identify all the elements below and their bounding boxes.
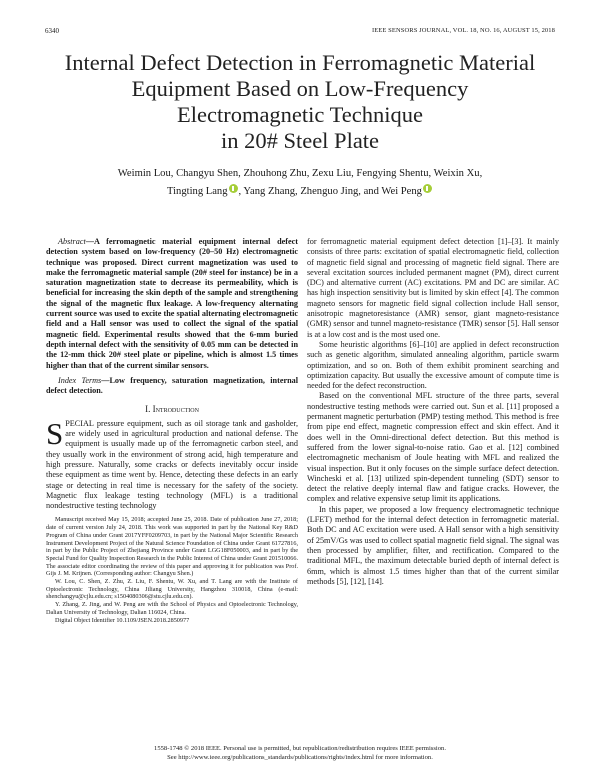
section-heading: I. Introduction <box>145 404 199 415</box>
running-head: IEEE SENSORS JOURNAL, VOL. 18, NO. 16, AUGUST 15, 2018 <box>371 27 555 34</box>
footnote: Y. Zhang, Z. Jing, and W. Peng are with the School of Physics and Optoelectronic Technology, Dalian University of Technology, Dalian 116024, China. <box>46 601 298 616</box>
drop-cap: S <box>46 415 64 451</box>
footer-line: 1558-1748 © 2018 IEEE. Personal use is permitted, but republication/redistribution requires IEEE permission. <box>154 745 446 752</box>
intro-paragraph <box>46 415 298 512</box>
body-paragraph: for ferromagnetic material equipment defect detection [1]–[3]. It mainly consists of three parts: excitation of spatial electromagnetic field, collection of magnetic field signal and processing of magnetic field signal. There are several excitation sources included permanent magnet (PM), direct current (DC) and alternative current (AC) excitations. PM and DC are similar. AC has high inspection sensitivity but is limited by skin effect [4]. The common magneto sensors for magnetic field signal collection include Hall sensor, anisotropic magnetoresistance (AMR) sensor, giant magneto-resistance (GMR) sensor and tunnel magneto-resistance (TMR) sensor [5]. Hall sensor is at a low cost and is the most used one. <box>307 237 559 339</box>
title-line: Internal Defect Detection in Ferromagnetic Material <box>64 50 536 75</box>
footer-line: See http://www.ieee.org/publications_standards/publications/rights/index.html for more information. <box>167 753 433 761</box>
footnote: W. Lou, C. Shen, Z. Zhu, Z. Liu, F. Shentu, W. Xu, and T. Lang are with the Institute of Optoelectronic Technology, China Jiliang University, Hangzhou 310018, China (e-mail: shenchangyu@cjlu.edu.cn; s1504080306@stu.cjlu.edu.cn). <box>46 578 298 601</box>
abstract-text: A ferromagnetic material equipment internal defect detection system based on low-frequency (20–50 Hz) electromagnetic technique was proposed. Direct current magnetization was used to make the ferromagnetic material sample (20# steel for instance) be in a saturation magnetization state to decrease its permeability, which is beneficial for increasing the skin depth of the sample and strengthening the signal of the magnetic flux leakage. A low-frequency alternating current source was used to excite the spatial alternating electromagnetic field and a Hall sensor was used to collect the signal of the spatial magnetic field. Experimental results showed that the 6-mm buried depth internal defect with the sensitivity of 0.05 mm can be detected in the 12-mm thick 20# steel plate or pipeline, which is almost 1.5 times higher than that of the current similar sensors. <box>46 237 298 370</box>
footnotes <box>46 515 298 624</box>
index-terms-text: Low frequency, saturation magnetization, internal defect detection. <box>46 375 299 396</box>
paper-title <box>30 50 570 154</box>
footnote: Manuscript received May 15, 2018; accepted June 25, 2018. Date of publication June 27, 2018; date of current version July 24, 2018. This work was supported in part by the National Key R&D Program of China under Grant 2017YFF0209703, in part by the National Major Scientific Research Instrument Development Project of the Natural Science Foundation of China under Grant 61727816, in part by the Public Project of Zhejiang Province under Grant LGG18F050003, and in part by the Special Fund for Quality Inspection Research in the Public Interest of China under Grant 201510066. The associate editor coordinating the review of this paper and approving it for publication was Prof. Gijs J. M. Krijnen. (Corresponding author: Changyu Shen.) <box>46 516 298 578</box>
copyright-footer <box>0 745 600 762</box>
author-names: , Yang Zhang, Zhenguo Jing, and Wei Peng <box>238 186 422 197</box>
title-line: Electromagnetic Technique <box>176 102 424 127</box>
body-paragraph: Some heuristic algorithms [6]–[10] are applied in defect reconstruction such as genetic algorithm, simulated annealing algorithm, particle swarm optimization, and so on. Both of them exhibit prominent searching and optimization capacity. But usually the excessive amount of compute time is needed for the defect reconstruction. <box>307 339 559 391</box>
author-line <box>60 183 540 201</box>
footnote: Digital Object Identifier 10.1109/JSEN.2018.2850977 <box>55 616 190 624</box>
abstract-label: Abstract <box>58 237 86 246</box>
orcid-icon[interactable] <box>423 184 432 193</box>
author-line: Weimin Lou, Changyu Shen, Zhouhong Zhu, Zexu Liu, Fengying Shentu, Weixin Xu, <box>117 168 483 179</box>
abstract: Abstract—A ferromagnetic material equipment internal defect detection system based on low-frequency (20–50 Hz) electromagnetic technique was proposed. Direct current magnetization was used to make the ferromagnetic material sample (20# steel for instance) be in a saturation magnetization state to decrease its permeability, which is beneficial for increasing the skin depth of the sample and strengthening the signal of the magnetic flux leakage. A low-frequency alternating current source was used to excite the spatial alternating electromagnetic field and a Hall sensor was used to collect the signal of the spatial magnetic field. Experimental results showed that the 6-mm buried depth internal defect with the sensitivity of 0.05 mm can be detected in the 12-mm thick 20# steel plate or pipeline, which is almost 1.5 times higher than that of the current similar sensors. <box>46 237 298 370</box>
author-name: Tingting Lang <box>167 186 228 197</box>
body-paragraph: Based on the conventional MFL structure of the three parts, several nondestructive testing methods were carried out. Sun et al. [11] proposed a permanent magnetic perturbation (PMP) testing method. This method is free from pipe end effect, magnetic compression effect and skin effect. And it does well in the Omni-directional defect detection. But this method is suffered from the lower signal-to-noise ratio. Gao et al. [12] combined electromagnetic mechanism of Joule heating with MFL and realized the visual inspection. But it only focuses on the simple surface defect detection. Wincheski et al. [13] utilized spin-dependent tunneling (SDT) sensor to detect the relative deeply internal flaw and fatigue cracks. However, the complex and relative expensive setup limit its applications. <box>307 391 559 504</box>
author-list <box>60 165 540 201</box>
index-terms-label: Index Terms <box>58 375 102 385</box>
left-column <box>46 237 298 624</box>
intro-text: pressure equipment, such as oil storage tank and gasholder, are widely used in agricultural production and national defense. The equipment is usually made up of the ferromagnetic carbon steel, and they usually work in the environment of strong acid, high temperature and high pressure. Naturally, some cracks or defects inevitably occur inside these equipment as time went by. Hence, detecting these defects in an early stage or detecting in real time is necessary for the safety of the society. Magnetic flux leakage testing technology (MFL) is a traditional nondestructive testing technology <box>46 418 298 511</box>
page-number: 6340 <box>45 27 59 35</box>
title-line: Equipment Based on Low-Frequency <box>131 76 469 101</box>
title-line: in 20# Steel Plate <box>220 128 380 153</box>
body-paragraph: In this paper, we proposed a low frequency electromagnetic technique (LFET) method for the internal defect detection in ferromagnetic material. Both DC and AC excitation were used. A Hall sensor with a high sensitivity of 25mV/Gs was used to collect spatial magnetic field signal. The signal was then processed by amplifier, filter, and rectification. Compared to the traditional MFL, the maximum detectable buried depth of internal defect is 6mm, which is almost 1.5 times higher than that of the current similar methods [5], [12], [14]. <box>307 504 560 586</box>
right-column <box>307 237 559 587</box>
index-terms: Index Terms—Low frequency, saturation magnetization, internal defect detection. <box>46 375 299 396</box>
lead-word: PECIAL <box>65 418 94 428</box>
orcid-icon[interactable] <box>229 184 238 193</box>
